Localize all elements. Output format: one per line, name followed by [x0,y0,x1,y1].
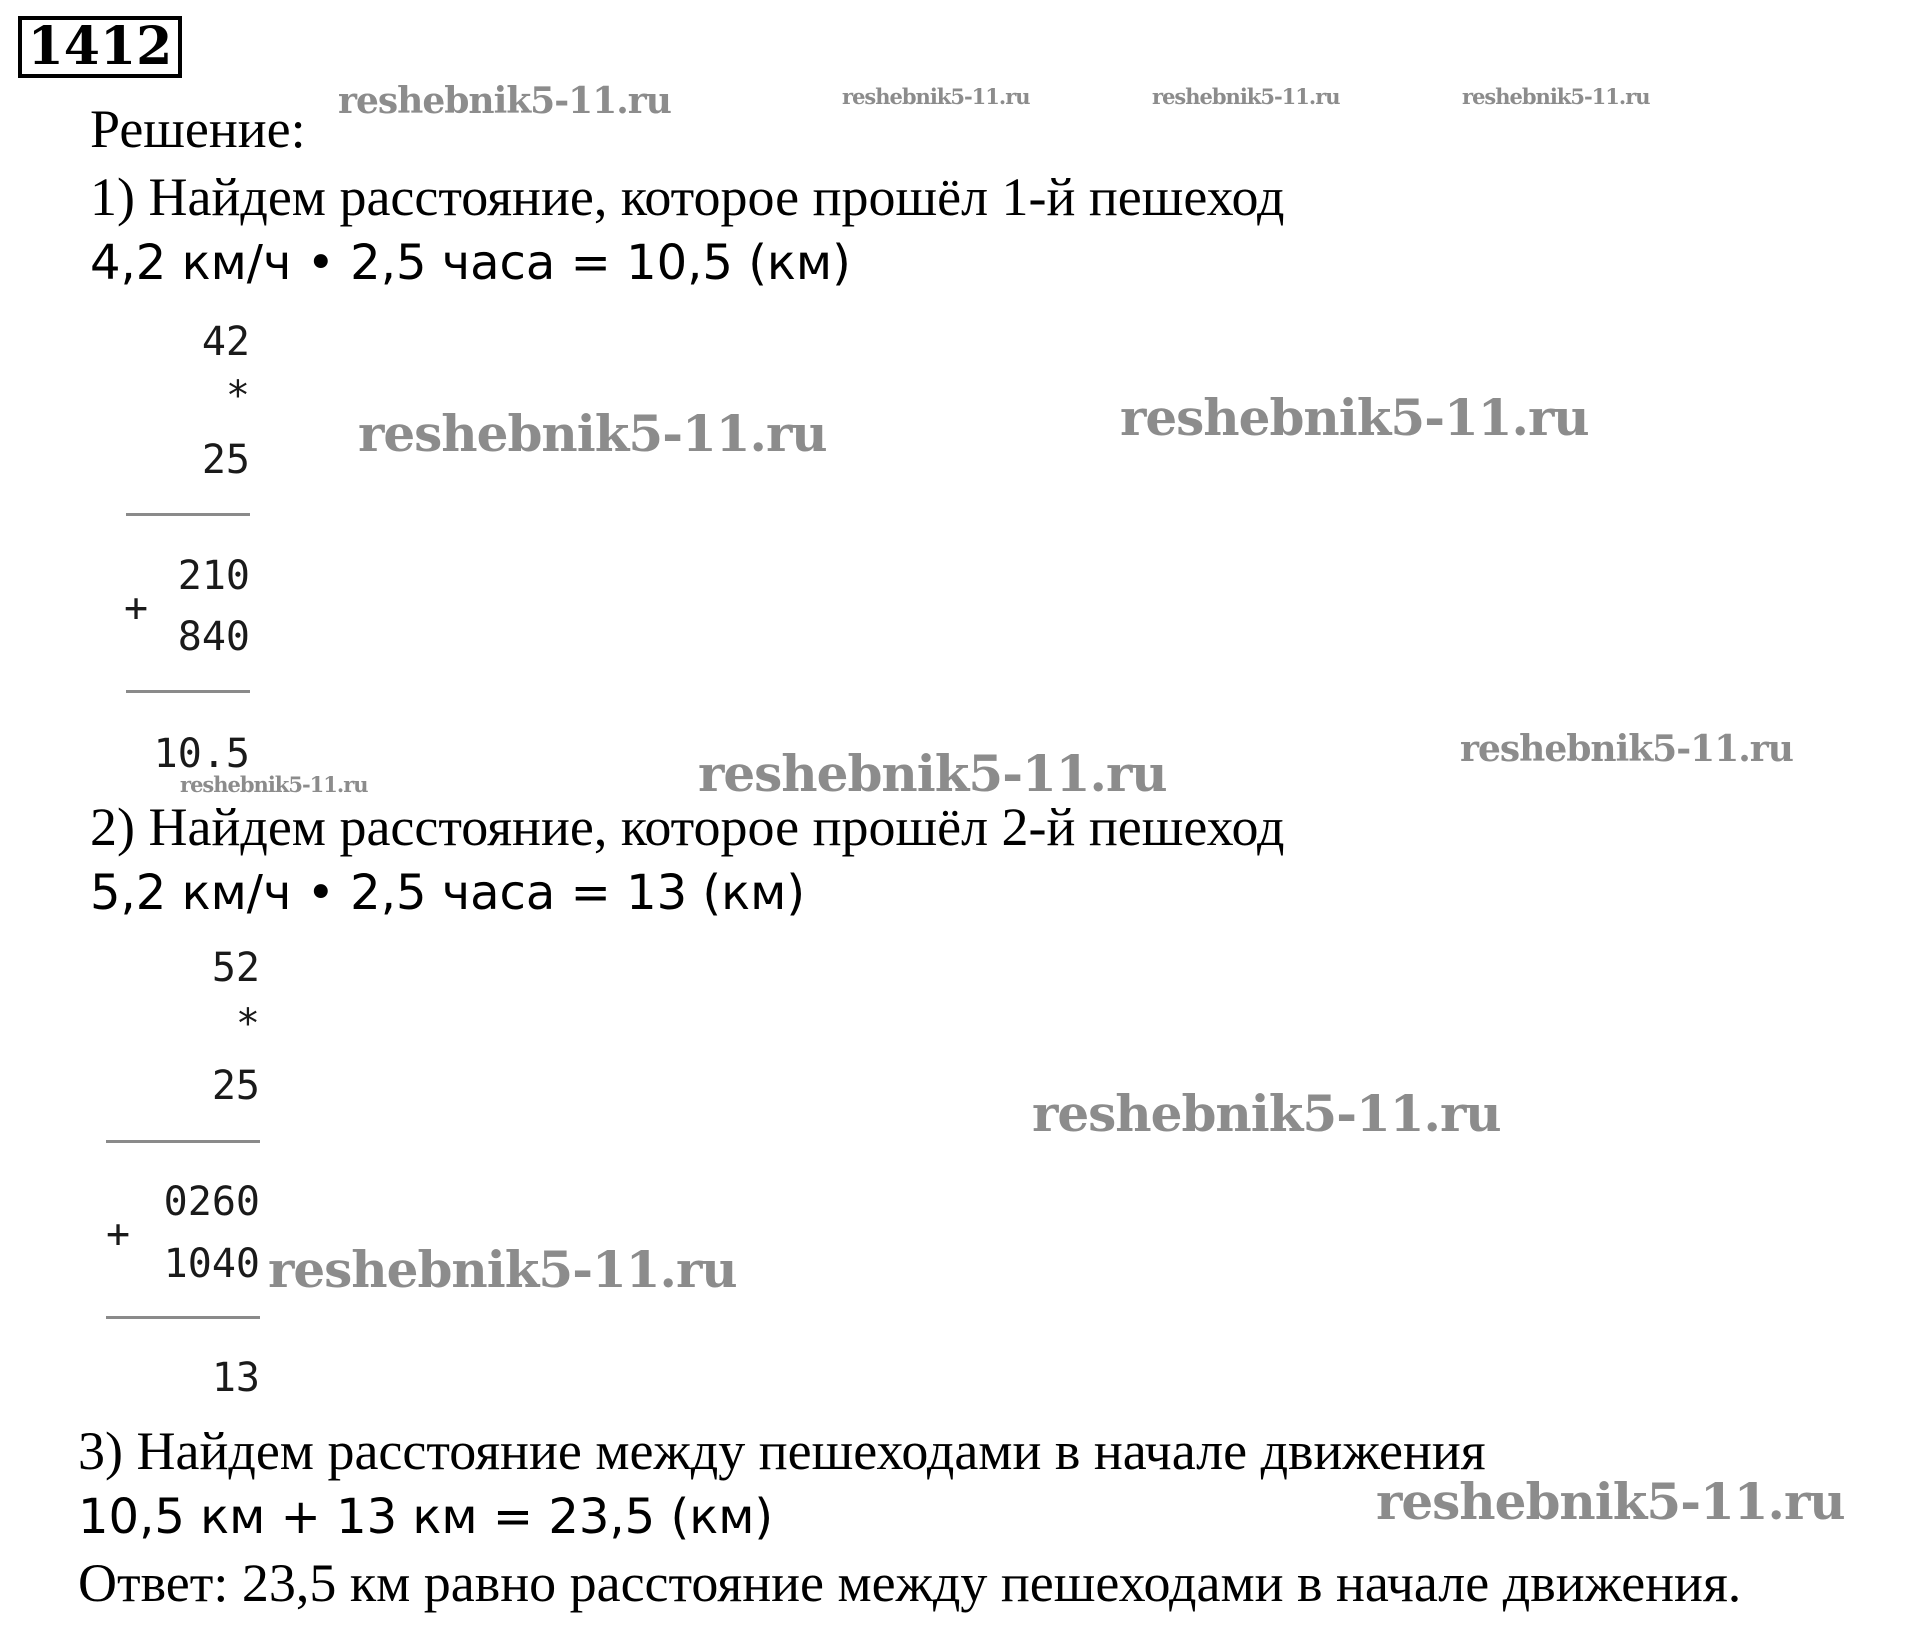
watermark-logo: reshebnik5-11.ru [698,744,1167,803]
step2-partial1: 0260 [163,1179,260,1225]
step1-factor1: 42 [201,319,250,365]
watermark-logo: reshebnik5-11.ru [1460,728,1793,770]
watermark-logo: reshebnik5-11.ru [268,1240,737,1299]
watermark-logo: reshebnik5-11.ru [1032,1084,1501,1143]
watermark-logo: reshebnik5-11.ru [1152,84,1340,109]
step1-factor2: 25 [201,437,250,483]
step1-operator: * [225,373,250,419]
step1-title: 1) Найдем расстояние, которое прошёл 1-й пешеход [90,167,1285,227]
watermark-logo: reshebnik5-11.ru [338,80,671,122]
watermark-logo: reshebnik5-11.ru [358,404,827,463]
step2-factor2: 25 [211,1063,260,1109]
step2-rule-1 [106,1140,260,1143]
step2-result: 13 [211,1355,260,1401]
watermark-logo: reshebnik5-11.ru [1376,1472,1845,1531]
step1-rule-1 [126,513,250,516]
step1-result: 10.5 [153,731,250,777]
watermark-logo: reshebnik5-11.ru [842,84,1030,109]
step1-plus: + [124,585,149,631]
step1-rule-2 [126,690,250,693]
solution-heading: Решение: [90,99,306,159]
step3-expression: 10,5 км + 13 км = 23,5 (км) [78,1489,774,1545]
step2-partial2: 1040 [163,1241,260,1287]
watermark-logo: reshebnik5-11.ru [1120,388,1589,447]
step1-partial1: 210 [177,553,250,599]
step1-expression: 4,2 км/ч • 2,5 часа = 10,5 (км) [90,235,851,291]
step2-operator: * [235,1001,260,1047]
answer-line: Ответ: 23,5 км равно расстояние между пешеходами в начале движения. [78,1553,1742,1613]
step2-rule-2 [106,1316,260,1319]
step2-expression: 5,2 км/ч • 2,5 часа = 13 (км) [90,865,806,921]
step2-title: 2) Найдем расстояние, которое прошёл 2-й пешеход [90,797,1285,857]
step1-partial2: 840 [177,614,250,660]
step2-factor1: 52 [211,945,260,991]
watermark-logo: reshebnik5-11.ru [180,772,368,797]
step2-plus: + [106,1211,131,1257]
step3-title: 3) Найдем расстояние между пешеходами в начале движения [78,1421,1486,1481]
watermark-logo: reshebnik5-11.ru [1462,84,1650,109]
task-number: 1412 [18,16,182,78]
